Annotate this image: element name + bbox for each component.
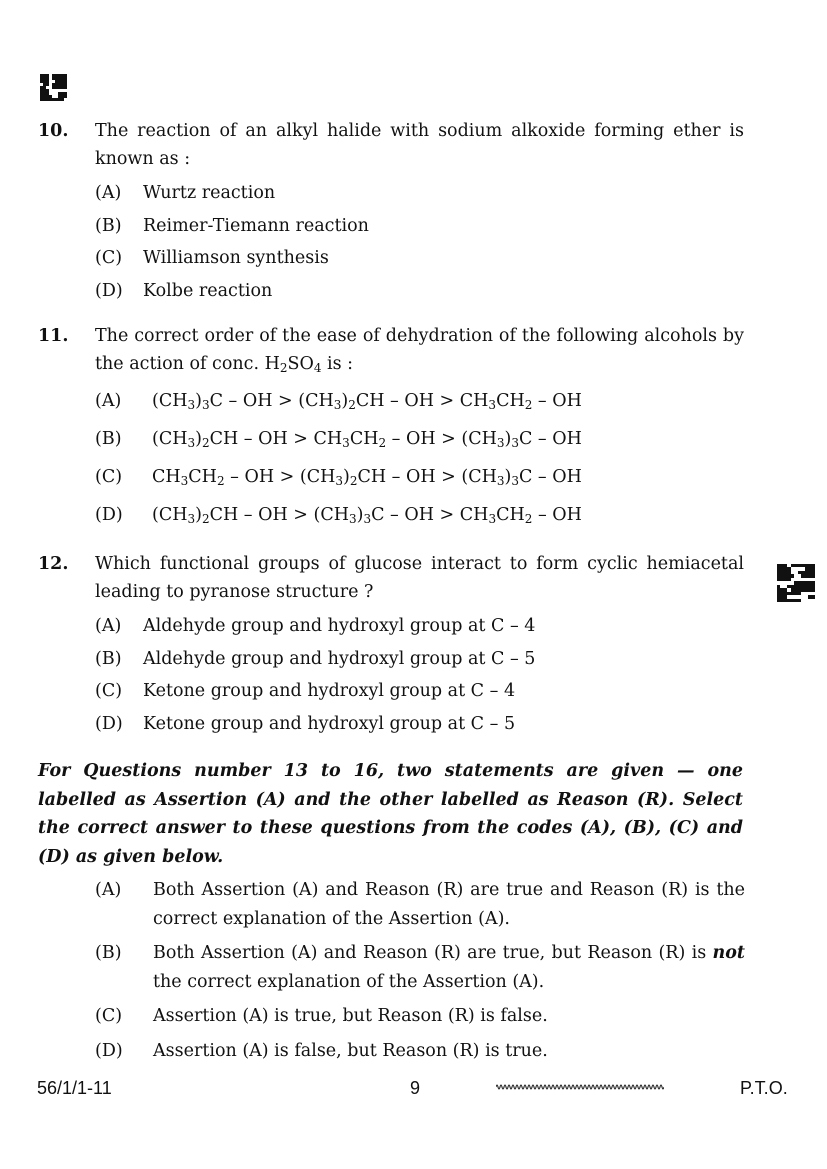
code-label: (B) (95, 943, 122, 963)
code-b (95, 939, 745, 996)
option-label: (B) (95, 648, 122, 669)
option-label: (C) (95, 681, 123, 702)
code-c (95, 1002, 745, 1031)
options-list (95, 177, 744, 307)
question-number: 11. (38, 326, 69, 346)
emphasis-not: not (712, 943, 745, 963)
answer-codes (95, 876, 745, 1071)
option-a (95, 610, 744, 643)
option-label: (C) (95, 467, 123, 487)
option-formula: $(CH_3)_2CH$ – OH > $(CH_3)_3C$ – OH > $CH_3CH_2$ – OH (152, 505, 582, 526)
question-text: The reaction of an alkyl halide with sodium alkoxide forming ether is known as : (95, 121, 744, 169)
option-text: Ketone group and hydroxyl group at C – 4 (143, 681, 516, 702)
option-c (95, 458, 744, 496)
option-formula: $(CH_3)_2CH$ – OH > $CH_3CH_2$ – OH > $(CH_3)_3C$ – OH (152, 429, 582, 450)
option-b (95, 420, 744, 458)
option-text: Reimer-Tiemann reaction (143, 215, 369, 236)
code-label: (C) (95, 1006, 123, 1026)
option-label: (A) (95, 616, 122, 637)
option-text: Aldehyde group and hydroxyl group at C – 4 (143, 616, 536, 637)
option-c (95, 675, 744, 708)
question-11 (38, 322, 744, 534)
option-d (95, 275, 744, 308)
option-formula: $(CH_3)_3C$ – OH > $(CH_3)_2CH$ – OH > $CH_3CH_2$ – OH (152, 391, 582, 412)
option-label: (A) (95, 183, 122, 204)
option-d (95, 708, 744, 741)
option-label: (A) (95, 391, 122, 411)
option-label: (B) (95, 429, 122, 449)
code-text: Both Assertion (A) and Reason (R) are true and Reason (R) is the correct explanation of the Assertion (A). (153, 880, 745, 929)
option-text: Williamson synthesis (143, 248, 329, 269)
option-text: Wurtz reaction (143, 183, 276, 204)
question-number: 10. (38, 121, 69, 141)
footer-pto: P.T.O. (740, 1078, 788, 1098)
question-text: Which functional groups of glucose interact to form cyclic hemiacetal leading to pyranose structure ? (95, 554, 744, 602)
option-label: (D) (95, 505, 123, 525)
option-b (95, 210, 744, 243)
option-c (95, 242, 744, 275)
qr-code-top (40, 74, 67, 101)
option-text: Aldehyde group and hydroxyl group at C – 5 (143, 648, 536, 669)
question-text: The correct order of the ease of dehydration of the following alcohols by the action of conc. $H_2SO_4$ is : (95, 326, 744, 375)
qr-code-side (777, 564, 815, 602)
code-text: Both Assertion (A) and Reason (R) are true, but Reason (R) is not the correct explanation of the Assertion (A). (153, 943, 745, 992)
options-list (95, 610, 744, 740)
question-number: 12. (38, 554, 69, 574)
option-label: (D) (95, 280, 123, 301)
assertion-reason-instructions: For Questions number 13 to 16, two statements are given — one labelled as Assertion (A) and the other labelled as Reason (R). Select the correct answer to these questions from the codes (A), (B), (C) and (D) as given below. (38, 761, 743, 867)
code-text: Assertion (A) is true, but Reason (R) is false. (153, 1006, 548, 1026)
option-d (95, 496, 744, 534)
option-a (95, 177, 744, 210)
code-label: (A) (95, 880, 122, 900)
option-label: (D) (95, 713, 123, 734)
option-formula: $CH_3CH_2$ – OH > $(CH_3)_2CH$ – OH > $(CH_3)_3C$ – OH (152, 467, 582, 488)
option-label: (B) (95, 215, 122, 236)
footer-page-number: 9 (410, 1078, 421, 1098)
code-a (95, 876, 745, 933)
options-list (95, 382, 744, 534)
option-a (95, 382, 744, 420)
code-label: (D) (95, 1040, 123, 1061)
option-text: Kolbe reaction (143, 280, 273, 301)
question-12 (38, 550, 744, 740)
footer-paper-code: 56/1/1-11 (37, 1078, 112, 1098)
option-text: Ketone group and hydroxyl group at C – 5 (143, 713, 516, 734)
wavy-line-decoration (496, 1082, 664, 1092)
code-text: Assertion (A) is false, but Reason (R) is true. (153, 1040, 548, 1061)
option-b (95, 643, 744, 676)
option-label: (C) (95, 248, 123, 269)
code-d (95, 1037, 745, 1066)
question-10 (38, 117, 744, 307)
